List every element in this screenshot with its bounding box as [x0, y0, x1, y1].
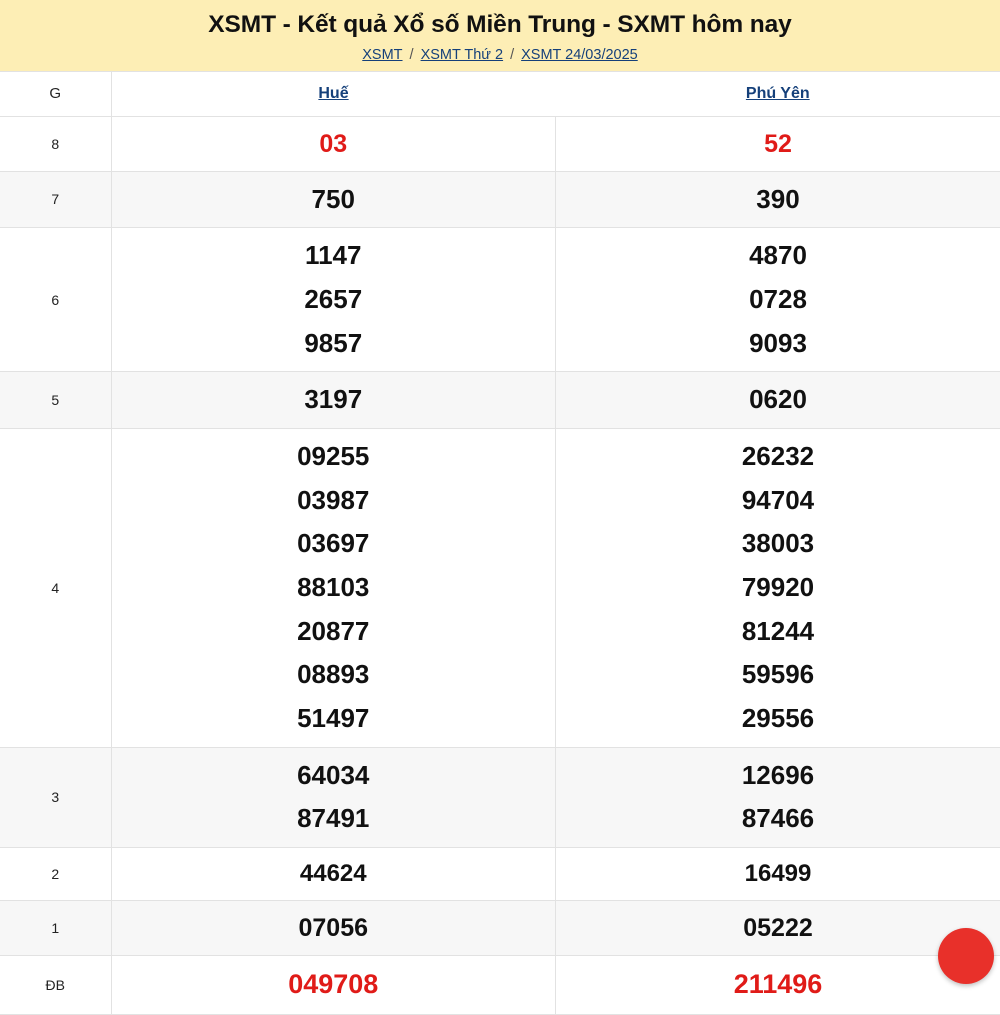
hue-numbers	[111, 228, 556, 372]
number: 59596	[556, 653, 1000, 697]
number: 9093	[556, 322, 1000, 366]
column-header-prize: G	[0, 71, 111, 116]
number: 07056	[112, 907, 556, 949]
table-head	[0, 71, 1000, 116]
breadcrumb-separator: /	[503, 47, 521, 63]
table-row	[0, 747, 1000, 847]
number: 03697	[112, 522, 556, 566]
hue-numbers	[111, 116, 556, 171]
column-header-phu-yen	[556, 71, 1000, 116]
province-link-phu-yen[interactable]: Phú Yên	[746, 85, 810, 102]
prize-label: 7	[0, 171, 111, 228]
number: 05222	[556, 907, 1000, 949]
number: 38003	[556, 522, 1000, 566]
table-row	[0, 956, 1000, 1014]
prize-label: 2	[0, 848, 111, 901]
page-header	[0, 0, 1000, 71]
hue-numbers	[111, 428, 556, 747]
hue-numbers	[111, 372, 556, 429]
number: 79920	[556, 566, 1000, 610]
phu-yen-numbers	[556, 956, 1000, 1014]
table-body	[0, 116, 1000, 1014]
phu-yen-numbers	[556, 116, 1000, 171]
number: 390	[556, 178, 1000, 222]
prize-label: 5	[0, 372, 111, 429]
results-table	[0, 71, 1000, 1015]
number: 3197	[112, 378, 556, 422]
number: 51497	[112, 697, 556, 741]
number: 09255	[112, 435, 556, 479]
phu-yen-numbers	[556, 372, 1000, 429]
number: 2657	[112, 278, 556, 322]
floating-action-button[interactable]	[938, 928, 994, 984]
number: 9857	[112, 322, 556, 366]
prize-label: 3	[0, 747, 111, 847]
province-link-hue[interactable]: Huế	[318, 85, 348, 102]
prize-label: ĐB	[0, 956, 111, 1014]
hue-numbers	[111, 171, 556, 228]
prize-label: 1	[0, 901, 111, 956]
hue-numbers	[111, 848, 556, 901]
phu-yen-numbers	[556, 171, 1000, 228]
table-row	[0, 428, 1000, 747]
number: 1147	[112, 234, 556, 278]
number: 0728	[556, 278, 1000, 322]
prize-label: 6	[0, 228, 111, 372]
number: 52	[556, 123, 1000, 165]
number: 16499	[556, 854, 1000, 894]
table-row	[0, 171, 1000, 228]
number: 87466	[556, 797, 1000, 841]
breadcrumb-link-xsmt-thu-2[interactable]: XSMT Thứ 2	[421, 47, 504, 63]
hue-numbers	[111, 747, 556, 847]
column-header-hue	[111, 71, 556, 116]
number: 750	[112, 178, 556, 222]
number: 87491	[112, 797, 556, 841]
breadcrumb-separator: /	[403, 47, 421, 63]
table-header-row	[0, 71, 1000, 116]
breadcrumb	[0, 47, 1000, 63]
prize-label: 8	[0, 116, 111, 171]
number: 049708	[112, 962, 556, 1007]
prize-label: 4	[0, 428, 111, 747]
number: 211496	[556, 962, 1000, 1007]
hue-numbers	[111, 901, 556, 956]
table-row	[0, 901, 1000, 956]
number: 81244	[556, 610, 1000, 654]
table-row	[0, 228, 1000, 372]
number: 03987	[112, 479, 556, 523]
number: 08893	[112, 653, 556, 697]
hue-numbers	[111, 956, 556, 1014]
number: 94704	[556, 479, 1000, 523]
number: 0620	[556, 378, 1000, 422]
breadcrumb-link-xsmt-date[interactable]: XSMT 24/03/2025	[521, 47, 638, 63]
number: 64034	[112, 754, 556, 798]
number: 03	[112, 123, 556, 165]
number: 26232	[556, 435, 1000, 479]
table-row	[0, 372, 1000, 429]
breadcrumb-link-xsmt[interactable]: XSMT	[362, 47, 402, 63]
phu-yen-numbers	[556, 747, 1000, 847]
number: 4870	[556, 234, 1000, 278]
number: 88103	[112, 566, 556, 610]
number: 20877	[112, 610, 556, 654]
phu-yen-numbers	[556, 428, 1000, 747]
number: 44624	[112, 854, 556, 894]
number: 29556	[556, 697, 1000, 741]
phu-yen-numbers	[556, 848, 1000, 901]
phu-yen-numbers	[556, 901, 1000, 956]
page-title: XSMT - Kết quả Xổ số Miền Trung - SXMT hôm nay	[0, 10, 1000, 41]
table-row	[0, 848, 1000, 901]
number: 12696	[556, 754, 1000, 798]
table-row	[0, 116, 1000, 171]
phu-yen-numbers	[556, 228, 1000, 372]
